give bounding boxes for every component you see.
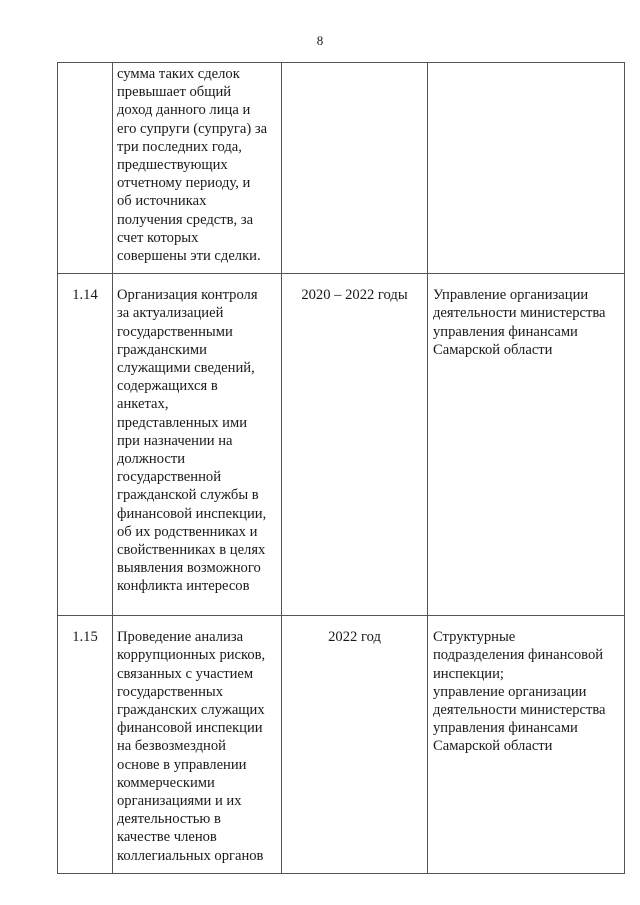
responsible-cell [428,63,625,274]
action-cell: Проведение анализа коррупционных рисков, связанных с участием государственных гражданских служащих финансовой инспекции на безвозмездной основе в управлении коммерческими организациями и их деятельностью в качестве членов коллегиальных органов [113,616,282,874]
item-number-cell: 1.15 [58,616,113,874]
item-number-cell [58,63,113,274]
term-cell: 2020 – 2022 годы [282,274,428,616]
item-number-cell: 1.14 [58,274,113,616]
action-cell: Организация контроля за актуализацией государственными гражданскими служащими сведений, содержащихся в анкетах, представленных ими при назначении на должности государственной гражданской службы в финансовой инспекции, об их родственниках и свойственниках в целях выявления возможного конфликта интересов [113,274,282,616]
page-number: 8 [316,33,324,48]
term-cell [282,63,428,274]
responsible-cell: Структурные подразделения финансовой инспекции; управление организации деятельности министерства управления финансами Самарской области [428,616,625,874]
measures-table [57,62,625,874]
action-cell: сумма таких сделок превышает общий доход данного лица и его супруги (супруга) за три последних года, предшествующих отчетному периоду, и об источниках получения средств, за счет которых совершены эти сделки. [113,63,282,274]
responsible-cell: Управление организации деятельности министерства управления финансами Самарской области [428,274,625,616]
table-row [58,274,625,616]
table-row [58,616,625,874]
term-cell: 2022 год [282,616,428,874]
table-row [58,63,625,274]
